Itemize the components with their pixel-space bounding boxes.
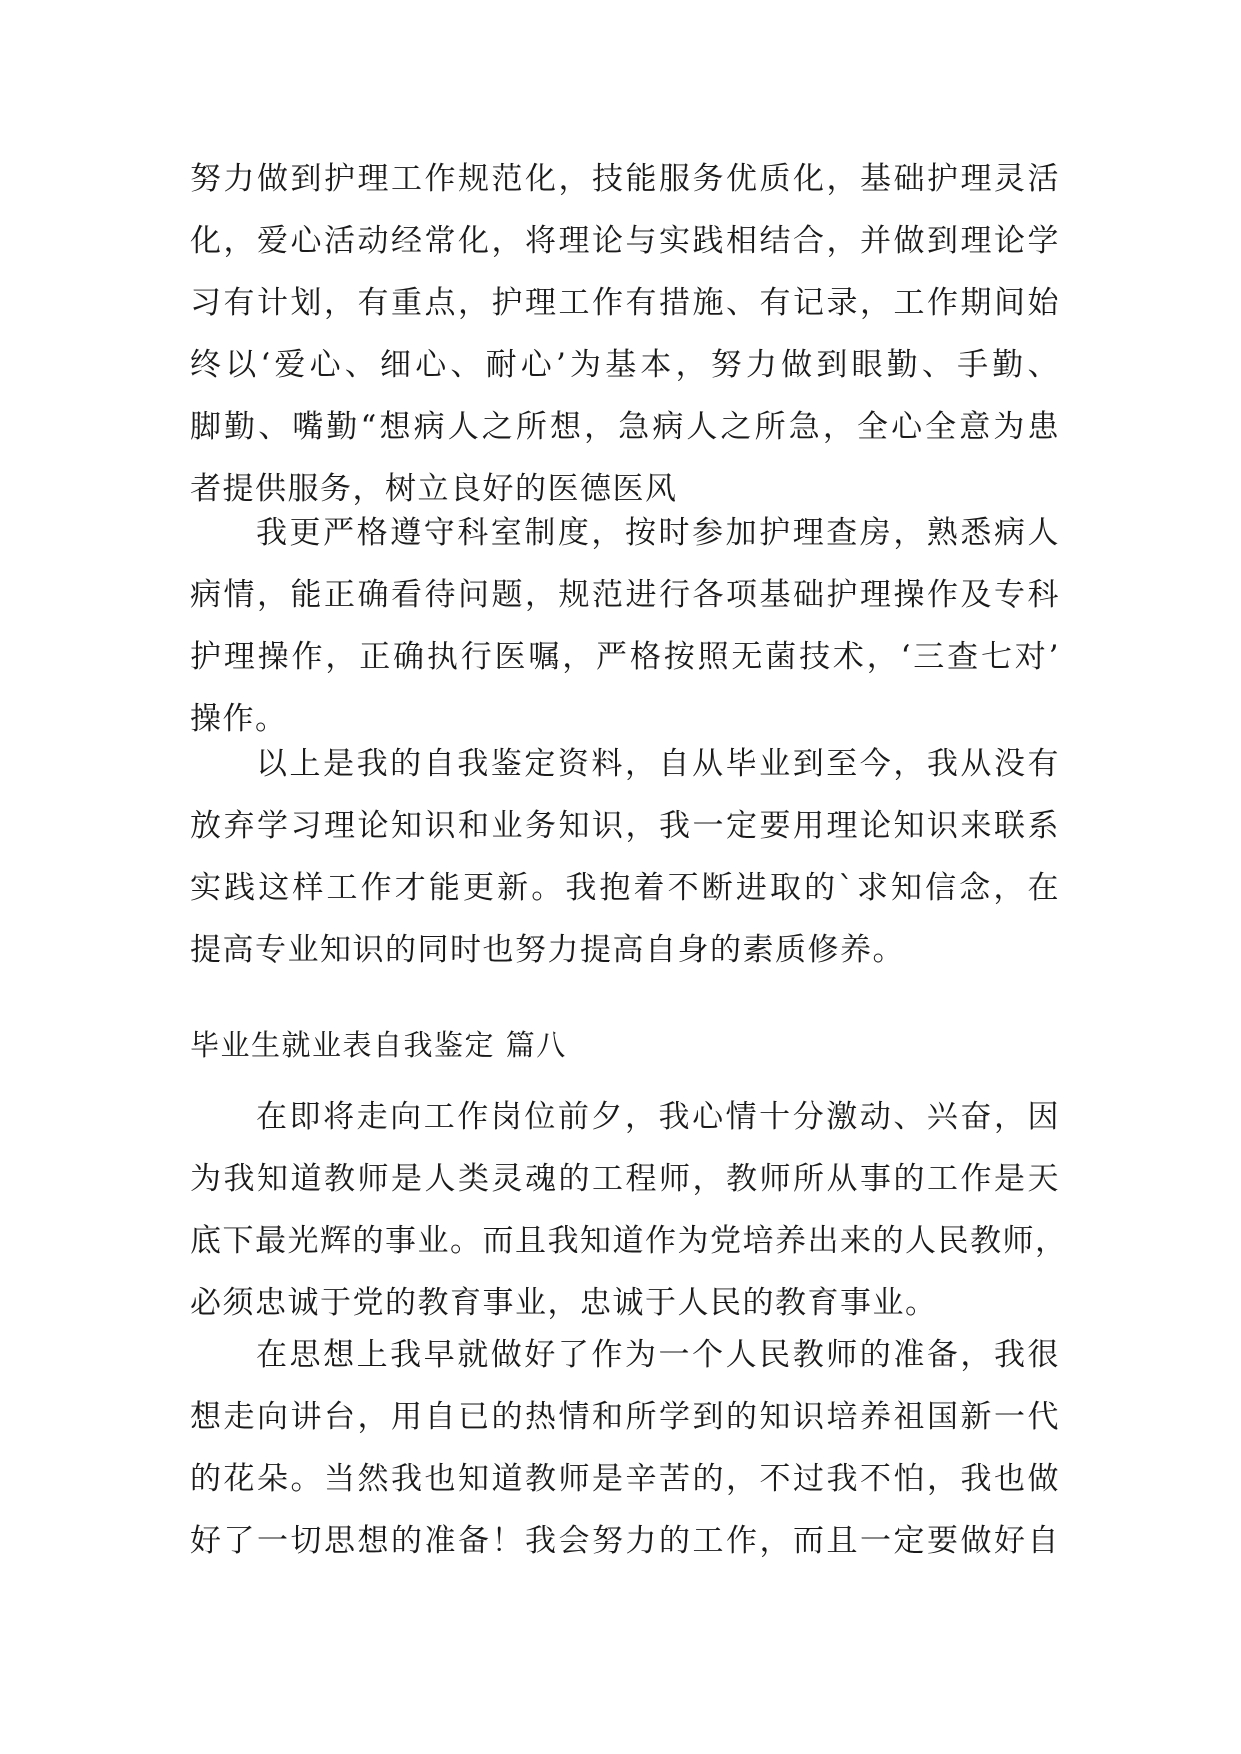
text-line: 者提供服务，树立良好的医德医风 bbox=[190, 471, 678, 507]
text-line: 必须忠诚于党的教育事业，忠诚于人民的教育事业。 bbox=[190, 1285, 938, 1321]
text-line: 放弃学习理论知识和业务知识，我一定要用理论知识来联系 bbox=[190, 808, 1060, 844]
text-line: 脚勤、嘴勤“想病人之所想，急病人之所急，全心全意为患 bbox=[190, 409, 1060, 445]
text-line: 的花朵。当然我也知道教师是辛苦的，不过我不怕，我也做 bbox=[190, 1461, 1060, 1497]
text-line: 为我知道教师是人类灵魂的工程师，教师所从事的工作是天 bbox=[190, 1161, 1060, 1197]
text-line: 在思想上我早就做好了作为一个人民教师的准备，我很 bbox=[256, 1337, 1060, 1373]
text-line: 习有计划，有重点，护理工作有措施、有记录，工作期间始 bbox=[190, 285, 1060, 321]
text-line: 底下最光辉的事业。而且我知道作为党培养出来的人民教师， bbox=[190, 1223, 1068, 1259]
section-heading: 毕业生就业表自我鉴定 篇八 bbox=[190, 1028, 567, 1062]
text-line: 好了一切思想的准备！我会努力的工作，而且一定要做好自 bbox=[190, 1523, 1060, 1559]
text-line: 我更严格遵守科室制度，按时参加护理查房，熟悉病人 bbox=[256, 515, 1060, 551]
text-line: 想走向讲台，用自已的热情和所学到的知识培养祖国新一代 bbox=[190, 1399, 1060, 1435]
paragraph-teacher-intro bbox=[190, 1086, 1068, 1334]
text-line: 病情，能正确看待问题，规范进行各项基础护理操作及专科 bbox=[190, 577, 1060, 613]
paragraph-department-rules bbox=[190, 502, 1060, 750]
text-line: 实践这样工作才能更新。我抱着不断进取的`求知信念，在 bbox=[190, 870, 1060, 906]
text-line: 操作。 bbox=[190, 701, 288, 737]
paragraph-nursing-standards bbox=[190, 148, 1060, 520]
text-line: 在即将走向工作岗位前夕，我心情十分激动、兴奋，因 bbox=[256, 1099, 1060, 1135]
text-line: 化，爱心活动经常化，将理论与实践相结合，并做到理论学 bbox=[190, 223, 1060, 259]
text-line: 提高专业知识的同时也努力提高自身的素质修养。 bbox=[190, 932, 905, 968]
text-line: 以上是我的自我鉴定资料，自从毕业到至今，我从没有 bbox=[256, 746, 1060, 782]
paragraph-teacher-preparation bbox=[190, 1324, 1060, 1572]
paragraph-self-assessment bbox=[190, 733, 1060, 981]
text-line: 努力做到护理工作规范化，技能服务优质化，基础护理灵活 bbox=[190, 161, 1060, 197]
text-line: 护理操作，正确执行医嘱，严格按照无菌技术，‘三查七对’ bbox=[190, 639, 1060, 675]
text-line: 终以‘爱心、细心、耐心’为基本，努力做到眼勤、手勤、 bbox=[190, 347, 1060, 383]
